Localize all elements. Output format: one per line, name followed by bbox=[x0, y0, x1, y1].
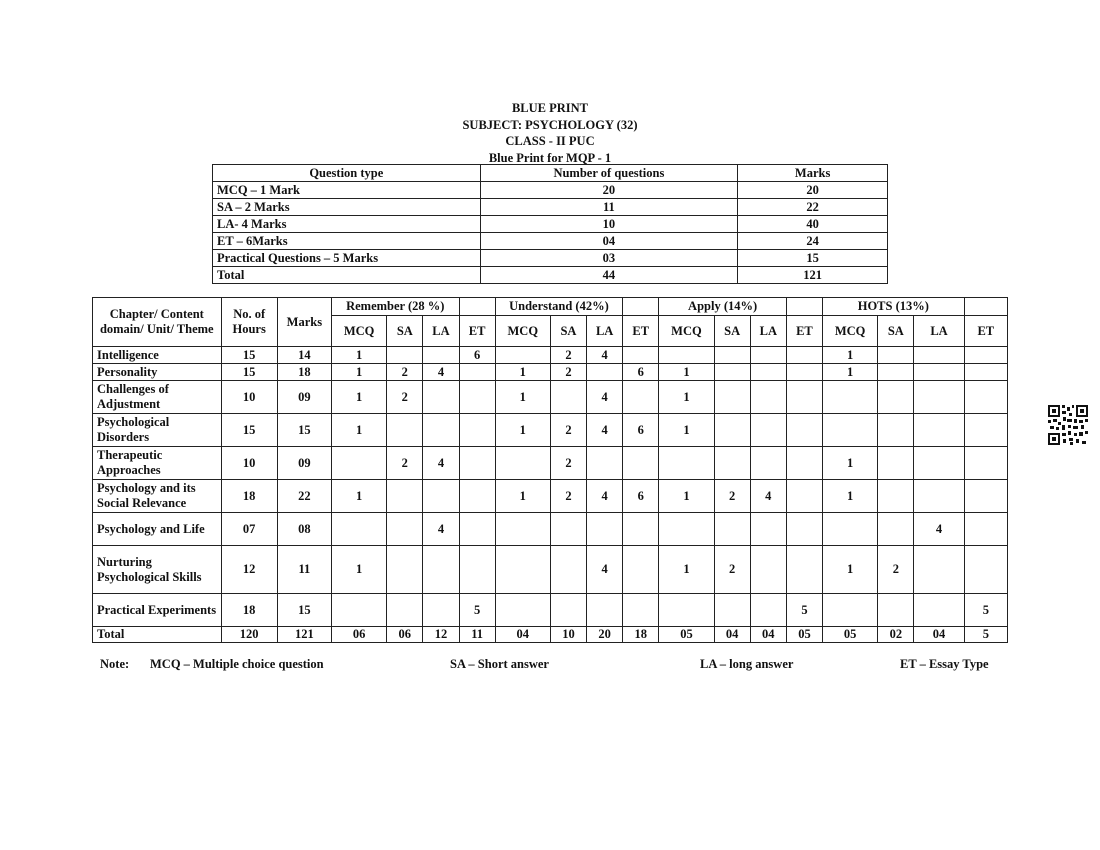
count-cell: 4 bbox=[423, 513, 459, 546]
count-cell: 1 bbox=[332, 546, 387, 594]
hours-cell: 120 bbox=[221, 627, 277, 643]
count-cell bbox=[786, 381, 822, 414]
question-count-cell: 44 bbox=[480, 267, 738, 284]
table-row bbox=[213, 233, 888, 250]
blueprint-table bbox=[92, 297, 1008, 643]
count-cell bbox=[623, 447, 659, 480]
count-cell bbox=[387, 347, 423, 364]
subheader-mcq: MCQ bbox=[659, 316, 714, 347]
count-cell bbox=[786, 513, 822, 546]
table-row bbox=[93, 480, 1008, 513]
count-cell bbox=[786, 546, 822, 594]
count-cell bbox=[423, 546, 459, 594]
hours-cell: 15 bbox=[221, 414, 277, 447]
document-header bbox=[0, 100, 1100, 166]
subheader-et: ET bbox=[964, 316, 1007, 347]
chapter-cell: Nurturing Psychological Skills bbox=[93, 546, 222, 594]
count-cell bbox=[914, 480, 964, 513]
count-cell bbox=[878, 347, 914, 364]
count-cell bbox=[964, 513, 1007, 546]
count-cell bbox=[714, 414, 750, 447]
count-cell: 1 bbox=[495, 364, 550, 381]
subheader-et: ET bbox=[786, 316, 822, 347]
count-cell: 02 bbox=[878, 627, 914, 643]
group-remember: Remember (28 %) bbox=[332, 298, 460, 316]
count-cell bbox=[964, 447, 1007, 480]
doc-title: BLUE PRINT bbox=[511, 101, 589, 115]
count-cell: 1 bbox=[659, 381, 714, 414]
count-cell: 2 bbox=[550, 414, 586, 447]
marks-cell: 121 bbox=[277, 627, 331, 643]
table-row bbox=[93, 347, 1008, 364]
count-cell bbox=[823, 513, 878, 546]
question-count-cell: 11 bbox=[480, 199, 738, 216]
count-cell bbox=[423, 414, 459, 447]
subheader-sa: SA bbox=[878, 316, 914, 347]
count-cell bbox=[459, 447, 495, 480]
count-cell: 18 bbox=[623, 627, 659, 643]
count-cell bbox=[914, 381, 964, 414]
table-row bbox=[213, 182, 888, 199]
count-cell: 4 bbox=[750, 480, 786, 513]
count-cell bbox=[387, 414, 423, 447]
group-understand: Understand (42%) bbox=[495, 298, 623, 316]
note-label: Note: bbox=[100, 657, 130, 671]
marks-cell: 40 bbox=[738, 216, 888, 233]
count-cell bbox=[495, 546, 550, 594]
count-cell: 1 bbox=[823, 364, 878, 381]
count-cell bbox=[878, 480, 914, 513]
count-cell: 1 bbox=[659, 364, 714, 381]
count-cell bbox=[387, 546, 423, 594]
count-cell: 4 bbox=[587, 414, 623, 447]
table-row bbox=[213, 216, 888, 233]
table-row bbox=[213, 199, 888, 216]
subheader-et: ET bbox=[623, 316, 659, 347]
count-cell bbox=[550, 546, 586, 594]
count-cell: 2 bbox=[714, 546, 750, 594]
question-count-cell: 10 bbox=[480, 216, 738, 233]
marks-cell: 08 bbox=[277, 513, 331, 546]
count-cell bbox=[714, 347, 750, 364]
count-cell bbox=[587, 364, 623, 381]
subheader-mcq: MCQ bbox=[495, 316, 550, 347]
col-chapter: Chapter/ Content domain/ Unit/ Theme bbox=[93, 298, 222, 347]
count-cell: 4 bbox=[587, 347, 623, 364]
count-cell bbox=[878, 364, 914, 381]
count-cell: 2 bbox=[550, 364, 586, 381]
count-cell: 1 bbox=[659, 546, 714, 594]
doc-subtitle: Blue Print for MQP - 1 bbox=[488, 150, 612, 165]
marks-cell: 15 bbox=[277, 414, 331, 447]
count-cell bbox=[423, 594, 459, 627]
count-cell: 05 bbox=[823, 627, 878, 643]
hours-cell: 18 bbox=[221, 594, 277, 627]
count-cell: 10 bbox=[550, 627, 586, 643]
count-cell bbox=[878, 513, 914, 546]
count-cell: 1 bbox=[823, 347, 878, 364]
count-cell bbox=[750, 364, 786, 381]
count-cell bbox=[459, 381, 495, 414]
count-cell bbox=[750, 347, 786, 364]
group-apply: Apply (14%) bbox=[659, 298, 787, 316]
count-cell bbox=[914, 414, 964, 447]
subheader-la: LA bbox=[750, 316, 786, 347]
marks-cell: 14 bbox=[277, 347, 331, 364]
count-cell bbox=[964, 347, 1007, 364]
count-cell bbox=[659, 594, 714, 627]
group-header-row bbox=[93, 298, 1008, 316]
count-cell: 05 bbox=[659, 627, 714, 643]
count-cell: 1 bbox=[659, 414, 714, 447]
table-row bbox=[93, 414, 1008, 447]
count-cell bbox=[659, 513, 714, 546]
hours-cell: 15 bbox=[221, 347, 277, 364]
count-cell bbox=[878, 381, 914, 414]
count-cell bbox=[423, 480, 459, 513]
count-cell: 12 bbox=[423, 627, 459, 643]
subheader-la: LA bbox=[914, 316, 964, 347]
count-cell: 4 bbox=[423, 364, 459, 381]
count-cell bbox=[750, 513, 786, 546]
count-cell: 2 bbox=[387, 447, 423, 480]
count-cell bbox=[750, 447, 786, 480]
count-cell: 6 bbox=[623, 364, 659, 381]
count-cell: 04 bbox=[750, 627, 786, 643]
count-cell bbox=[550, 381, 586, 414]
count-cell: 1 bbox=[823, 447, 878, 480]
table-row bbox=[93, 381, 1008, 414]
count-cell: 1 bbox=[332, 381, 387, 414]
count-cell bbox=[459, 364, 495, 381]
count-cell bbox=[786, 447, 822, 480]
count-cell bbox=[332, 594, 387, 627]
count-cell bbox=[964, 480, 1007, 513]
group-blank bbox=[964, 298, 1007, 316]
question-type-table bbox=[212, 164, 888, 284]
count-cell bbox=[332, 513, 387, 546]
count-cell: 4 bbox=[587, 480, 623, 513]
count-cell bbox=[459, 513, 495, 546]
count-cell: 2 bbox=[550, 347, 586, 364]
count-cell bbox=[823, 594, 878, 627]
table-row bbox=[93, 447, 1008, 480]
count-cell: 4 bbox=[423, 447, 459, 480]
count-cell bbox=[659, 347, 714, 364]
marks-cell: 20 bbox=[738, 182, 888, 199]
marks-cell: 24 bbox=[738, 233, 888, 250]
table-row bbox=[93, 546, 1008, 594]
marks-cell: 22 bbox=[277, 480, 331, 513]
count-cell bbox=[423, 381, 459, 414]
count-cell: 06 bbox=[387, 627, 423, 643]
count-cell bbox=[423, 347, 459, 364]
count-cell: 1 bbox=[332, 364, 387, 381]
hours-cell: 10 bbox=[221, 381, 277, 414]
count-cell: 1 bbox=[823, 480, 878, 513]
count-cell bbox=[823, 381, 878, 414]
hours-cell: 15 bbox=[221, 364, 277, 381]
count-cell: 2 bbox=[878, 546, 914, 594]
count-cell bbox=[714, 381, 750, 414]
chapter-cell: Practical Experiments bbox=[93, 594, 222, 627]
chapter-cell: Psychological Disorders bbox=[93, 414, 222, 447]
count-cell: 05 bbox=[786, 627, 822, 643]
note-et: ET – Essay Type bbox=[900, 657, 989, 671]
count-cell bbox=[914, 447, 964, 480]
count-cell bbox=[495, 347, 550, 364]
chapter-cell: Total bbox=[93, 627, 222, 643]
count-cell bbox=[387, 513, 423, 546]
note-mcq: MCQ – Multiple choice question bbox=[150, 657, 324, 671]
subheader-et: ET bbox=[459, 316, 495, 347]
group-blank bbox=[459, 298, 495, 316]
chapter-cell: Psychology and Life bbox=[93, 513, 222, 546]
marks-cell: 09 bbox=[277, 381, 331, 414]
count-cell bbox=[914, 546, 964, 594]
count-cell: 5 bbox=[459, 594, 495, 627]
count-cell bbox=[623, 546, 659, 594]
count-cell bbox=[387, 594, 423, 627]
count-cell bbox=[714, 447, 750, 480]
marks-cell: 121 bbox=[738, 267, 888, 284]
count-cell: 1 bbox=[332, 414, 387, 447]
hours-cell: 18 bbox=[221, 480, 277, 513]
count-cell bbox=[786, 480, 822, 513]
count-cell bbox=[914, 364, 964, 381]
count-cell bbox=[587, 513, 623, 546]
count-cell bbox=[587, 447, 623, 480]
count-cell bbox=[750, 381, 786, 414]
chapter-cell: Intelligence bbox=[93, 347, 222, 364]
count-cell: 04 bbox=[914, 627, 964, 643]
count-cell bbox=[964, 414, 1007, 447]
col-question-type: Question type bbox=[213, 165, 481, 182]
count-cell: 1 bbox=[495, 381, 550, 414]
count-cell bbox=[623, 594, 659, 627]
col-number-of-questions: Number of questions bbox=[480, 165, 738, 182]
count-cell bbox=[550, 594, 586, 627]
marks-cell: 15 bbox=[277, 594, 331, 627]
doc-subject: SUBJECT: PSYCHOLOGY (32) bbox=[462, 117, 638, 132]
count-cell bbox=[964, 381, 1007, 414]
marks-cell: 11 bbox=[277, 546, 331, 594]
count-cell bbox=[714, 513, 750, 546]
count-cell: 6 bbox=[623, 414, 659, 447]
subheader-sa: SA bbox=[714, 316, 750, 347]
subheader-mcq: MCQ bbox=[332, 316, 387, 347]
count-cell bbox=[750, 594, 786, 627]
count-cell bbox=[878, 594, 914, 627]
count-cell bbox=[459, 480, 495, 513]
table-row bbox=[213, 267, 888, 284]
count-cell bbox=[332, 447, 387, 480]
table-row bbox=[93, 594, 1008, 627]
count-cell bbox=[623, 513, 659, 546]
count-cell: 04 bbox=[495, 627, 550, 643]
marks-cell: 15 bbox=[738, 250, 888, 267]
subheader-sa: SA bbox=[387, 316, 423, 347]
col-hours: No. of Hours bbox=[221, 298, 277, 347]
question-type-cell: Practical Questions – 5 Marks bbox=[213, 250, 481, 267]
count-cell: 5 bbox=[786, 594, 822, 627]
group-blank bbox=[786, 298, 822, 316]
count-cell bbox=[550, 513, 586, 546]
table-row bbox=[93, 364, 1008, 381]
count-cell bbox=[964, 364, 1007, 381]
hours-cell: 10 bbox=[221, 447, 277, 480]
count-cell: 5 bbox=[964, 594, 1007, 627]
count-cell: 6 bbox=[459, 347, 495, 364]
count-cell bbox=[878, 447, 914, 480]
chapter-cell: Therapeutic Approaches bbox=[93, 447, 222, 480]
note-sa: SA – Short answer bbox=[450, 657, 549, 671]
count-cell: 20 bbox=[587, 627, 623, 643]
table-row bbox=[213, 250, 888, 267]
count-cell bbox=[786, 414, 822, 447]
count-cell bbox=[623, 381, 659, 414]
count-cell: 2 bbox=[387, 364, 423, 381]
question-count-cell: 04 bbox=[480, 233, 738, 250]
note-la: LA – long answer bbox=[700, 657, 794, 671]
subheader-mcq: MCQ bbox=[823, 316, 878, 347]
count-cell bbox=[714, 594, 750, 627]
chapter-cell: Challenges of Adjustment bbox=[93, 381, 222, 414]
count-cell: 2 bbox=[714, 480, 750, 513]
count-cell bbox=[786, 364, 822, 381]
count-cell: 4 bbox=[914, 513, 964, 546]
count-cell: 6 bbox=[623, 480, 659, 513]
marks-cell: 18 bbox=[277, 364, 331, 381]
chapter-cell: Psychology and its Social Relevance bbox=[93, 480, 222, 513]
count-cell bbox=[495, 447, 550, 480]
marks-cell: 22 bbox=[738, 199, 888, 216]
count-cell bbox=[964, 546, 1007, 594]
note-row bbox=[100, 657, 1010, 675]
count-cell: 2 bbox=[550, 447, 586, 480]
count-cell bbox=[750, 414, 786, 447]
count-cell bbox=[914, 594, 964, 627]
count-cell: 4 bbox=[587, 546, 623, 594]
question-type-cell: LA- 4 Marks bbox=[213, 216, 481, 233]
question-count-cell: 20 bbox=[480, 182, 738, 199]
count-cell bbox=[786, 347, 822, 364]
count-cell bbox=[387, 480, 423, 513]
table-header-row bbox=[213, 165, 888, 182]
count-cell bbox=[459, 546, 495, 594]
subheader-la: LA bbox=[423, 316, 459, 347]
count-cell bbox=[495, 513, 550, 546]
chapter-cell: Personality bbox=[93, 364, 222, 381]
count-cell: 5 bbox=[964, 627, 1007, 643]
count-cell: 1 bbox=[659, 480, 714, 513]
qr-code-icon bbox=[1048, 405, 1088, 445]
col-marks: Marks bbox=[277, 298, 331, 347]
count-cell bbox=[495, 594, 550, 627]
group-hots: HOTS (13%) bbox=[823, 298, 965, 316]
question-type-cell: ET – 6Marks bbox=[213, 233, 481, 250]
group-blank bbox=[623, 298, 659, 316]
count-cell bbox=[587, 594, 623, 627]
question-type-cell: Total bbox=[213, 267, 481, 284]
hours-cell: 12 bbox=[221, 546, 277, 594]
subheader-sa: SA bbox=[550, 316, 586, 347]
count-cell: 1 bbox=[332, 347, 387, 364]
count-cell: 1 bbox=[332, 480, 387, 513]
count-cell: 11 bbox=[459, 627, 495, 643]
hours-cell: 07 bbox=[221, 513, 277, 546]
count-cell bbox=[878, 414, 914, 447]
count-cell: 2 bbox=[550, 480, 586, 513]
subheader-la: LA bbox=[587, 316, 623, 347]
count-cell bbox=[914, 347, 964, 364]
question-count-cell: 03 bbox=[480, 250, 738, 267]
count-cell: 1 bbox=[495, 480, 550, 513]
table-row bbox=[93, 627, 1008, 643]
table-row bbox=[93, 513, 1008, 546]
col-marks: Marks bbox=[738, 165, 888, 182]
count-cell bbox=[659, 447, 714, 480]
count-cell: 04 bbox=[714, 627, 750, 643]
count-cell: 06 bbox=[332, 627, 387, 643]
count-cell bbox=[823, 414, 878, 447]
marks-cell: 09 bbox=[277, 447, 331, 480]
count-cell bbox=[623, 347, 659, 364]
count-cell: 1 bbox=[495, 414, 550, 447]
doc-class: CLASS - II PUC bbox=[505, 134, 595, 148]
question-type-cell: SA – 2 Marks bbox=[213, 199, 481, 216]
count-cell: 4 bbox=[587, 381, 623, 414]
count-cell: 2 bbox=[387, 381, 423, 414]
count-cell bbox=[750, 546, 786, 594]
question-type-cell: MCQ – 1 Mark bbox=[213, 182, 481, 199]
count-cell bbox=[459, 414, 495, 447]
count-cell: 1 bbox=[823, 546, 878, 594]
count-cell bbox=[714, 364, 750, 381]
